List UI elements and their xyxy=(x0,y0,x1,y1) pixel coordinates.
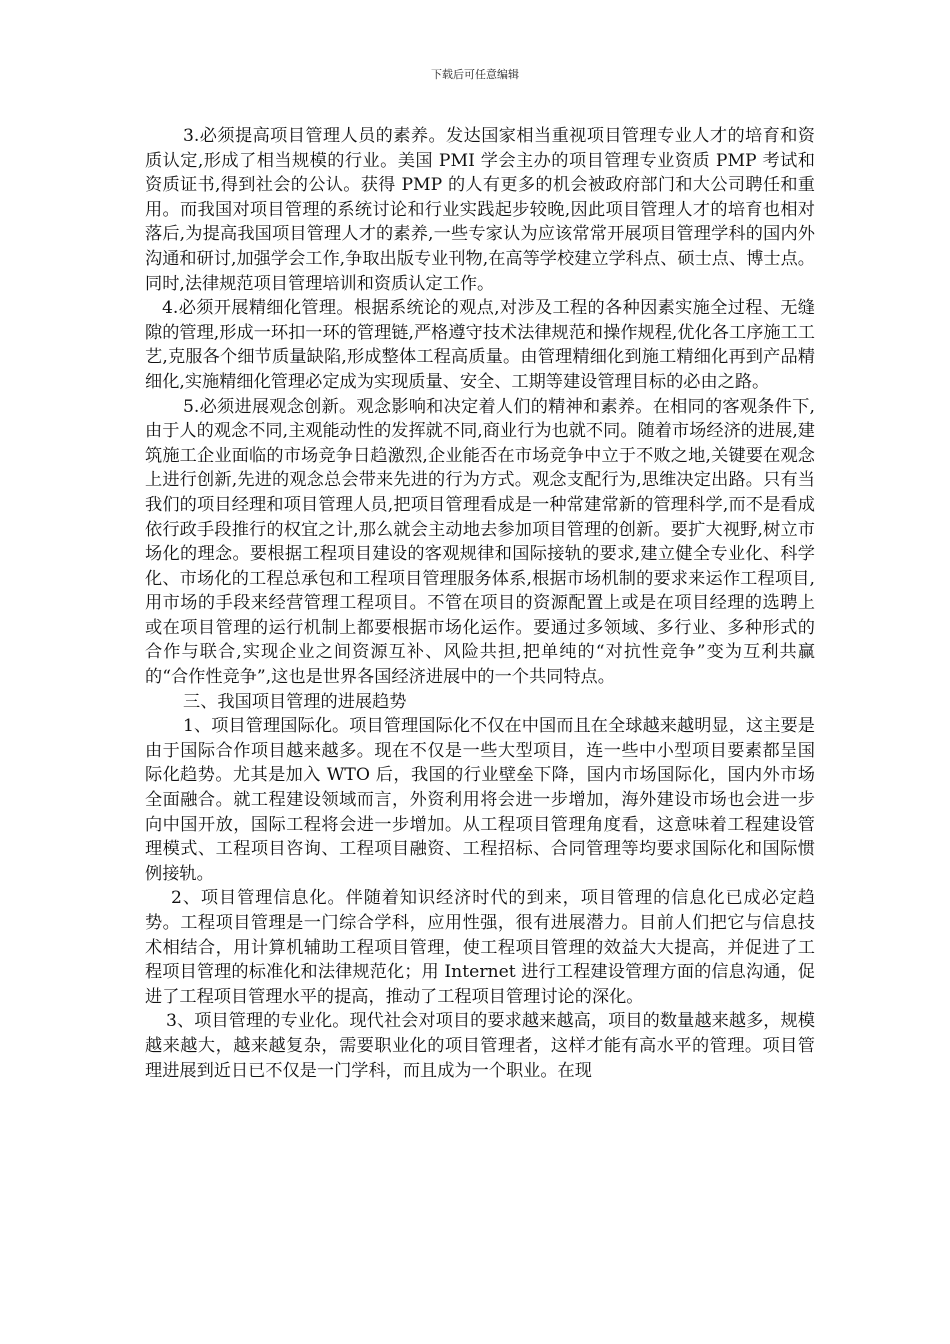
paragraph-internationalization: 1、项目管理国际化。项目管理国际化不仅在中国而且在全球越来越明显，这主要是由于国际合作项目越来越多。现在不仅是一些大型项目，连一些中小型项目要素都呈国际化趋势。尤其是加入 WTO 后，我国的行业壁垒下降，国内市场国际化，国内外市场全面融合。就工程建设领域而言，外资利用将会进一步增加，海外建设市场也会进一步向中国开放，国际工程将会进一步增加。从工程项目管理角度看，这意味着工程建设管理模式、工程项目咨询、工程项目融资、工程招标、合同管理等均要求国际化和国际惯例接轨。 xyxy=(145,716,815,884)
page-header: 下载后可任意编辑 xyxy=(431,68,519,81)
document-body xyxy=(145,124,815,1083)
section-heading-trends: 三、我国项目管理的进展趋势 xyxy=(183,691,407,712)
paragraph-talent-quality: 3.必须提高项目管理人员的素养。发达国家相当重视项目管理专业人才的培育和资质认定,形成了相当规模的行业。美国 PMI 学会主办的项目管理专业资质 PMP 考试和资质证书,得到社会的公认。获得 PMP 的人有更多的机会被政府部门和大公司聘任和重用。而我国对项目管理的系统讨论和行业实践起步较晚,因此项目管理人才的培育也相对落后,为提高我国项目管理人才的素养,一些专家认为应该常常开展项目管理学科的国内外沟通和研讨,加强学会工作,争取出版专业刊物,在高等学校建立学科点、硕士点、博士点。同时,法律规范项目管理培训和资质认定工作。 xyxy=(145,126,815,294)
paragraph-refined-management: 4.必须开展精细化管理。根据系统论的观点,对涉及工程的各种因素实施全过程、无缝隙的管理,形成一环扣一环的管理链,严格遵守技术法律规范和操作规程,优化各工序施工工艺,克服各个细节质量缺陷,形成整体工程高质量。由管理精细化到施工精细化再到产品精细化,实施精细化管理必定成为实现质量、安全、工期等建设管理目标的必由之路。 xyxy=(145,298,815,392)
paragraph-informatization: 2、项目管理信息化。伴随着知识经济时代的到来，项目管理的信息化已成必定趋势。工程项目管理是一门综合学科，应用性强，很有进展潜力。目前人们把它与信息技术相结合，用计算机辅助工程项目管理，使工程项目管理的效益大大提高，并促进了工程项目管理的标准化和法律规范化；用 Internet 进行工程建设管理方面的信息沟通，促进了工程项目管理水平的提高，推动了工程项目管理讨论的深化。 xyxy=(145,888,815,1007)
paragraph-specialization: 3、项目管理的专业化。现代社会对项目的要求越来越高，项目的数量越来越多，规模越来越大，越来越复杂，需要职业化的项目管理者，这样才能有高水平的管理。项目管理进展到近日已不仅是一门学科，而且成为一个职业。在现 xyxy=(145,1011,815,1081)
paragraph-concept-innovation: 5.必须进展观念创新。观念影响和决定着人们的精神和素养。在相同的客观条件下,由于人的观念不同,主观能动性的发挥就不同,商业行为也就不同。随着市场经济的进展,建筑施工企业面临的市场竞争日趋激烈,企业能否在市场竞争中立于不败之地,关键要在观念上进行创新,先进的观念总会带来先进的行为方式。观念支配行为,思维决定出路。只有当我们的项目经理和项目管理人员,把项目管理看成是一种常建常新的管理科学,而不是看成依行政手段推行的权宜之计,那么就会主动地去参加项目管理的创新。要扩大视野,树立市场化的理念。要根据工程项目建设的客观规律和国际接轨的要求,建立健全专业化、科学化、市场化的工程总承包和工程项目管理服务体系,根据市场机制的要求来运作工程项目,用市场的手段来经营管理工程项目。不管在项目的资源配置上或是在项目经理的选聘上或在项目管理的运行机制上都要根据市场化运作。要通过多领域、多行业、多种形式的合作与联合,实现企业之间资源互补、风险共担,把单纯的“对抗性竞争”变为互利共赢的“合作性竞争”,这也是世界各国经济进展中的一个共同特点。 xyxy=(145,396,815,688)
